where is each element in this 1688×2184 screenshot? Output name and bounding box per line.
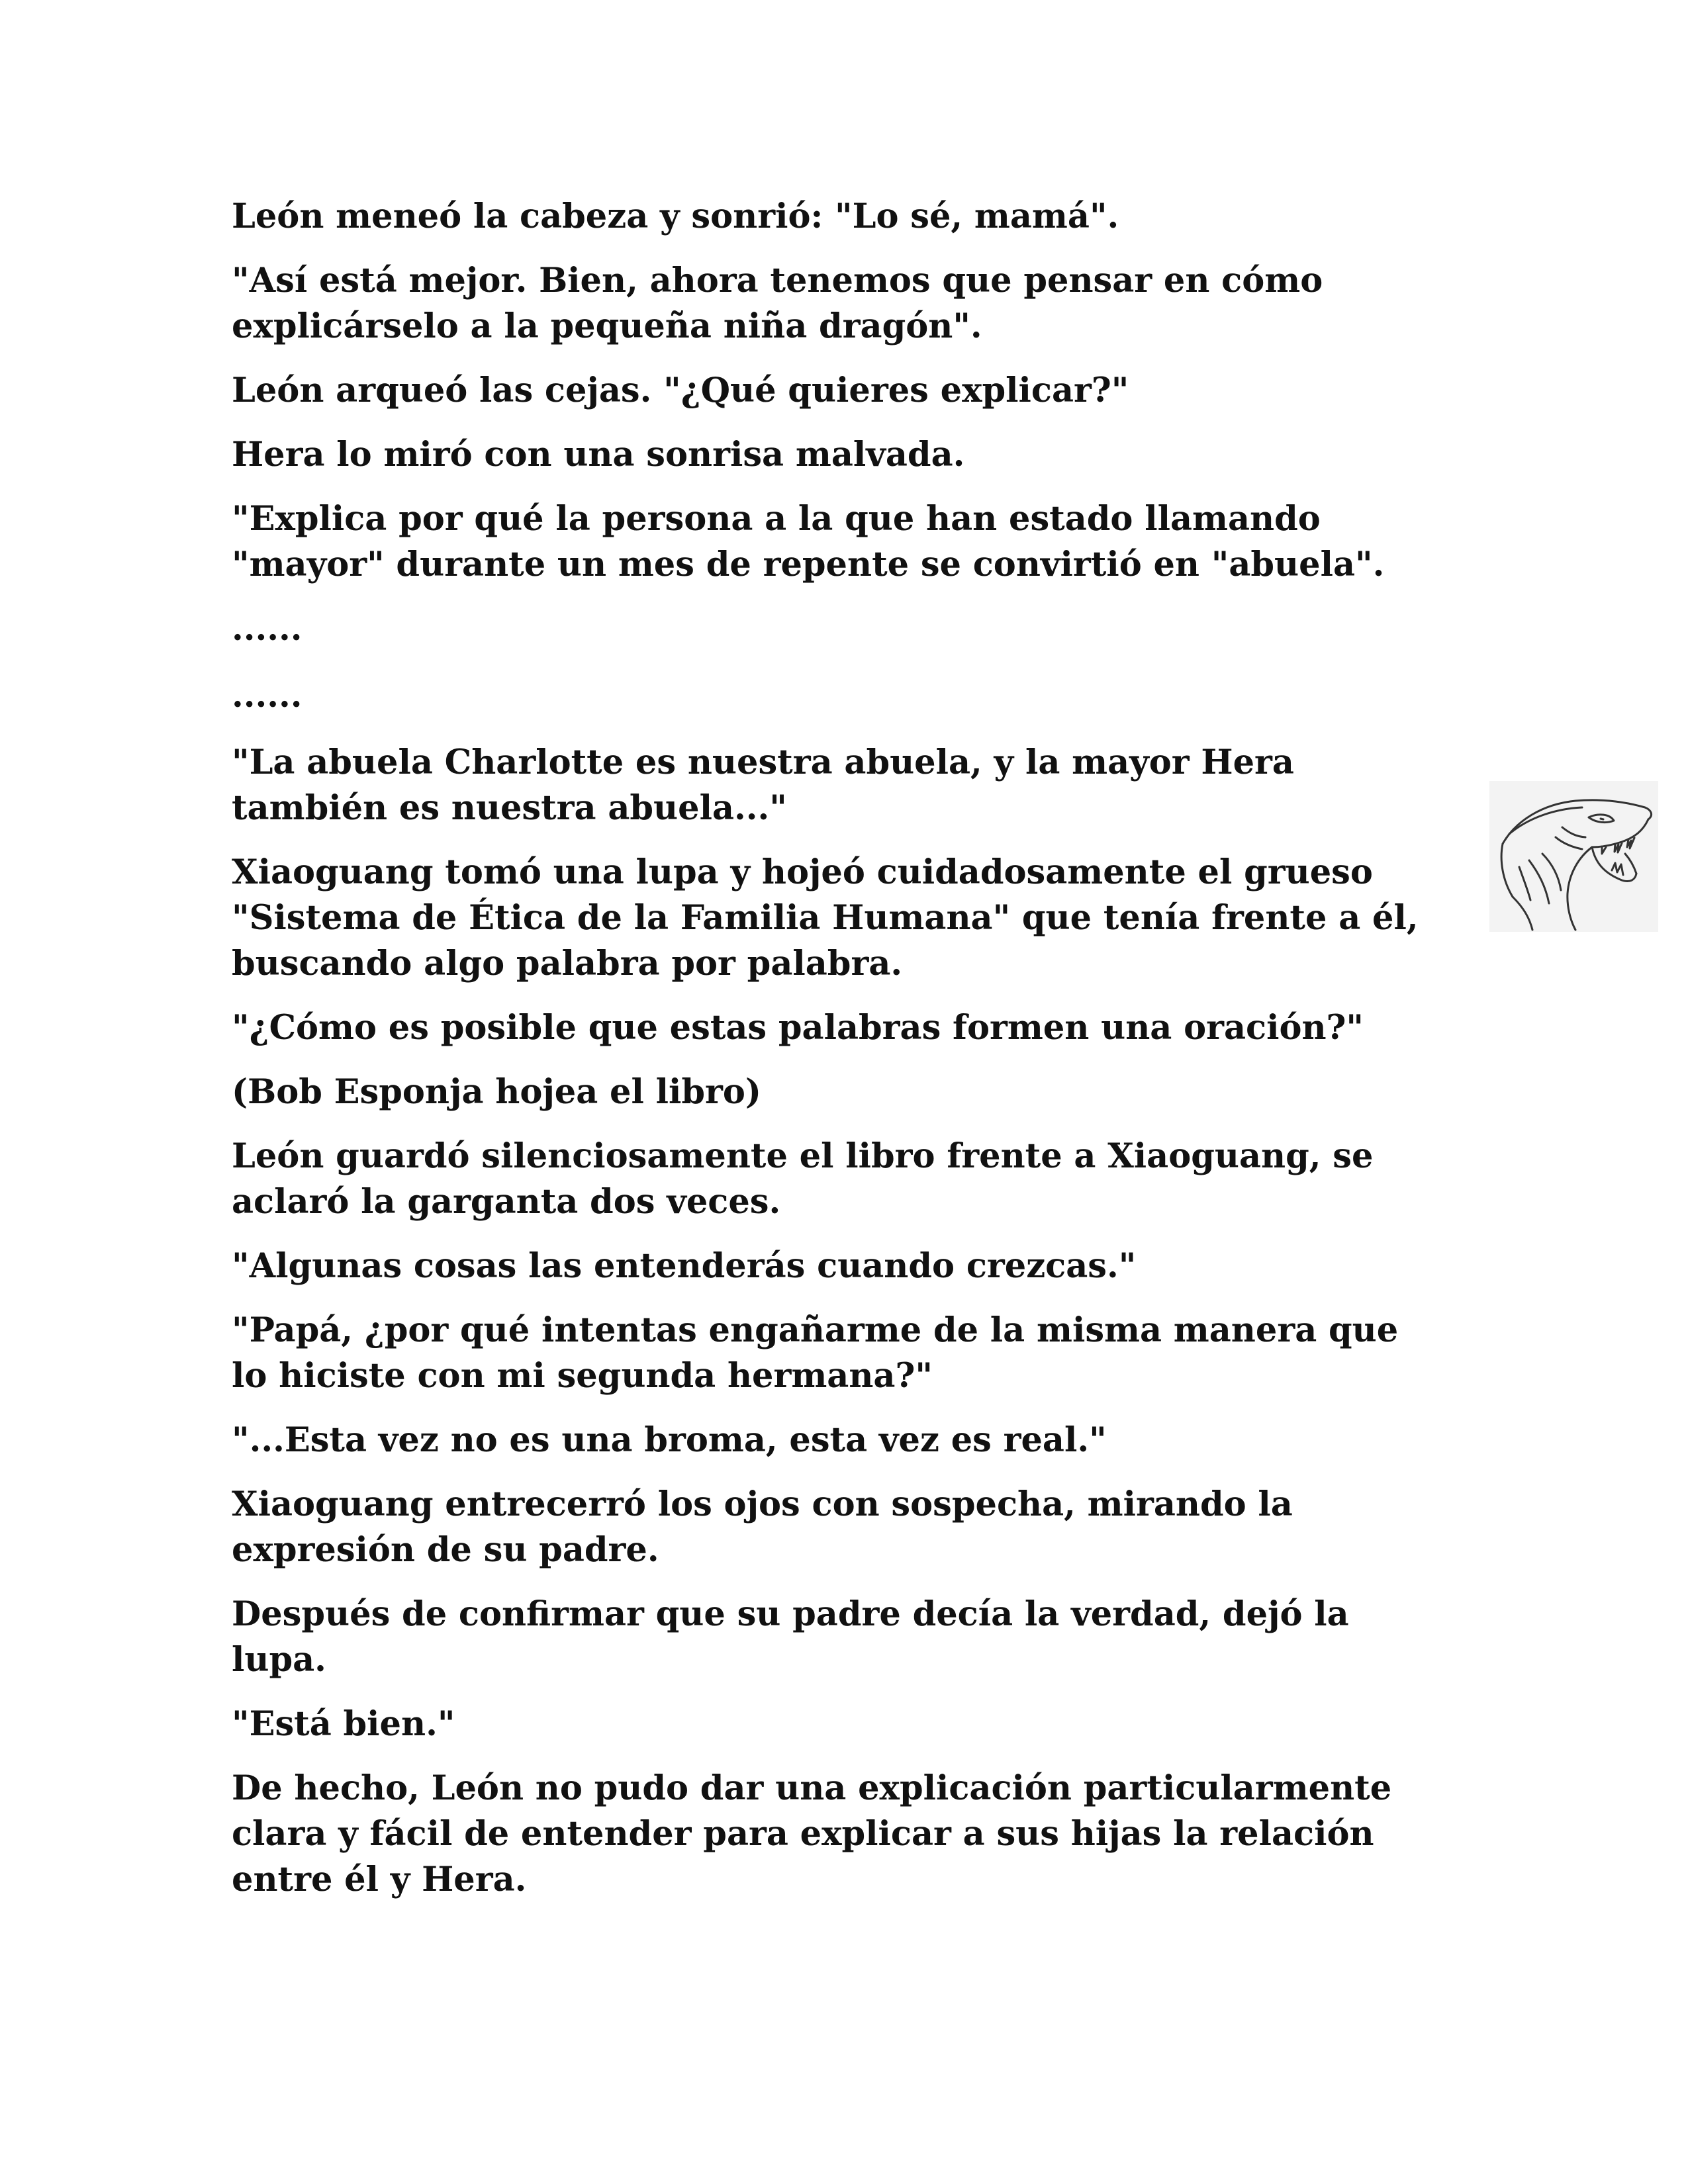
paragraph: "¿Cómo es posible que estas palabras formen una oración?" <box>232 1008 1364 1048</box>
paragraph: "La abuela Charlotte es nuestra abuela, y la mayor Hera también es nuestra abuela..." <box>232 743 1294 828</box>
paragraph: "Algunas cosas las entenderás cuando crezcas." <box>232 1246 1137 1286</box>
paragraph: León guardó silenciosamente el libro frente a Xiaoguang, se aclaró la garganta dos veces. <box>232 1136 1374 1222</box>
paragraph: "Así está mejor. Bien, ahora tenemos que pensar en cómo explicárselo a la pequeña niña dragón". <box>232 261 1323 346</box>
dinosaur-head-sketch-icon <box>1489 781 1658 932</box>
paragraph: (Bob Esponja hojea el libro) <box>232 1072 762 1112</box>
paragraph: León meneó la cabeza y sonrió: "Lo sé, mamá". <box>232 197 1119 236</box>
scene-separator: ...... <box>232 609 303 649</box>
paragraph: De hecho, León no pudo dar una explicación particularmente clara y fácil de entender para explicar a sus hijas la relación entre él y Hera. <box>232 1768 1392 1899</box>
paragraph: Xiaoguang entrecerró los ojos con sospecha, mirando la expresión de su padre. <box>232 1484 1293 1570</box>
story-text <box>232 194 1489 1921</box>
paragraph: Hera lo miró con una sonrisa malvada. <box>232 435 965 475</box>
paragraph: "...Esta vez no es una broma, esta vez es real." <box>232 1420 1107 1460</box>
paragraph: "Papá, ¿por qué intentas engañarme de la misma manera que lo hiciste con mi segunda hermana?" <box>232 1310 1399 1396</box>
paragraph: "Explica por qué la persona a la que han estado llamando "mayor" durante un mes de repente se convirtió en "abuela". <box>232 499 1385 584</box>
paragraph: León arqueó las cejas. "¿Qué quieres explicar?" <box>232 371 1129 410</box>
paragraph: Después de confirmar que su padre decía la verdad, dejó la lupa. <box>232 1594 1349 1680</box>
paragraph: "Está bien." <box>232 1704 455 1744</box>
scene-separator: ...... <box>232 676 303 715</box>
paragraph: Xiaoguang tomó una lupa y hojeó cuidadosamente el grueso "Sistema de Ética de la Familia Humana" que tenía frente a él, buscando algo palabra por palabra. <box>232 852 1419 983</box>
